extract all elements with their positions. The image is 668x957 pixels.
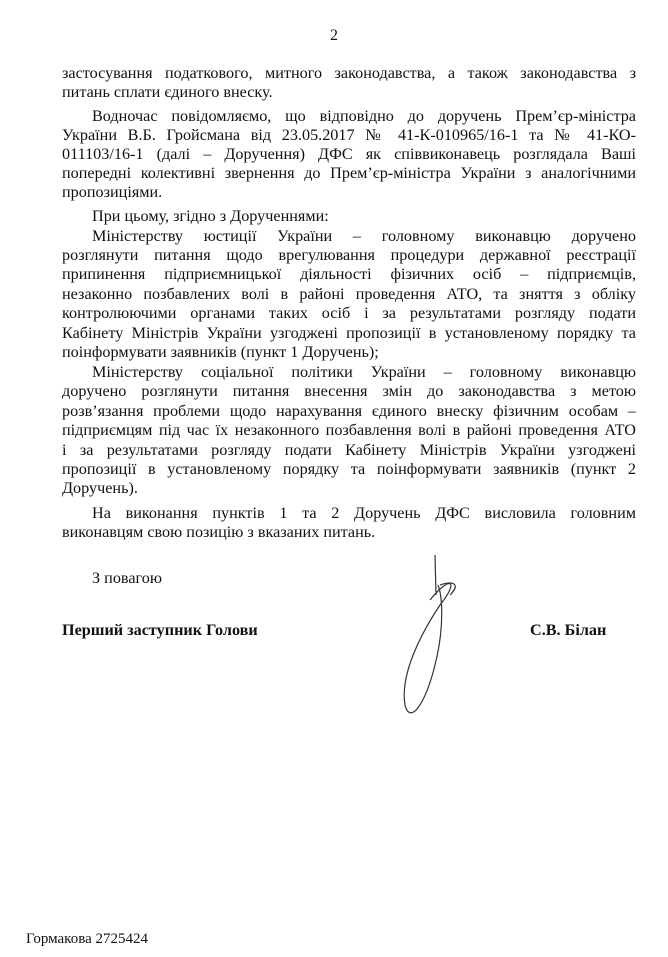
text-line: Міністерству юстиції України – головному виконавцю доручено: [92, 227, 636, 245]
signer-title: Перший заступник Голови: [62, 621, 258, 639]
handwritten-signature: [380, 555, 490, 725]
text-line: застосування податкового, митного законодавства, а також законодавства з: [62, 64, 636, 82]
text-line: Міністерству соціальної політики України – головному виконавцю: [92, 363, 636, 381]
text-line: поінформувати заявників (пункт 1 Доручень);: [62, 343, 379, 361]
text-line: доручено розглянути питання внесення змін до законодавства з метою: [62, 382, 636, 400]
text-line: контролюючими органами таких осіб і за результатами розгляду подати: [62, 304, 636, 322]
text-line: попередні колективні звернення до Прем’єр-міністра України з аналогічними: [62, 164, 636, 182]
closing: З повагою: [92, 569, 162, 587]
executor-contact: Гормакова 2725424: [26, 931, 148, 947]
text-line: 011103/16-1 (далі – Доручення) ДФС як співвиконавець розглядала Ваші: [62, 145, 636, 163]
text-line: питань сплати єдиного внеску.: [62, 83, 273, 101]
text-line: розв’язання проблеми щодо нарахування єдиного внеску фізичним особам –: [62, 402, 636, 420]
text-line: виконавцям свою позицію з вказаних питань.: [62, 523, 376, 541]
text-line: Кабінету Міністрів України узгоджені пропозиції в установленому порядку та: [62, 324, 636, 342]
text-line: Водночас повідомляємо, що відповідно до доручень Прем’єр-міністра: [92, 107, 636, 125]
text-line: На виконання пунктів 1 та 2 Доручень ДФС висловила головним: [92, 504, 636, 522]
text-line: припинення підприємницької діяльності фізичних осіб – підприємців,: [62, 265, 636, 283]
text-line: пропозиціями.: [62, 183, 163, 201]
text-line: України В.Б. Гройсмана від 23.05.2017 № 41-К-010965/16-1 та № 41-КО-: [62, 126, 636, 144]
text-line: підприємцям під час їх незаконного позбавлення волі в районі проведення АТО: [62, 421, 636, 439]
signer-name: С.В. Білан: [530, 621, 607, 639]
page-number: 2: [330, 27, 338, 44]
text-line: незаконно позбавлених волі в районі проведення АТО, та зняття з обліку: [62, 285, 636, 303]
text-line: пропозиції в установленому порядку та поінформувати заявників (пункт 2: [62, 460, 636, 478]
text-line: і за результатами розгляду подати Кабінету Міністрів України узгоджені: [62, 441, 636, 459]
text-line: При цьому, згідно з Дорученнями:: [92, 207, 329, 225]
text-line: розглянути питання щодо врегулювання процедури державної реєстрації: [62, 246, 636, 264]
text-line: Доручень).: [62, 479, 138, 497]
